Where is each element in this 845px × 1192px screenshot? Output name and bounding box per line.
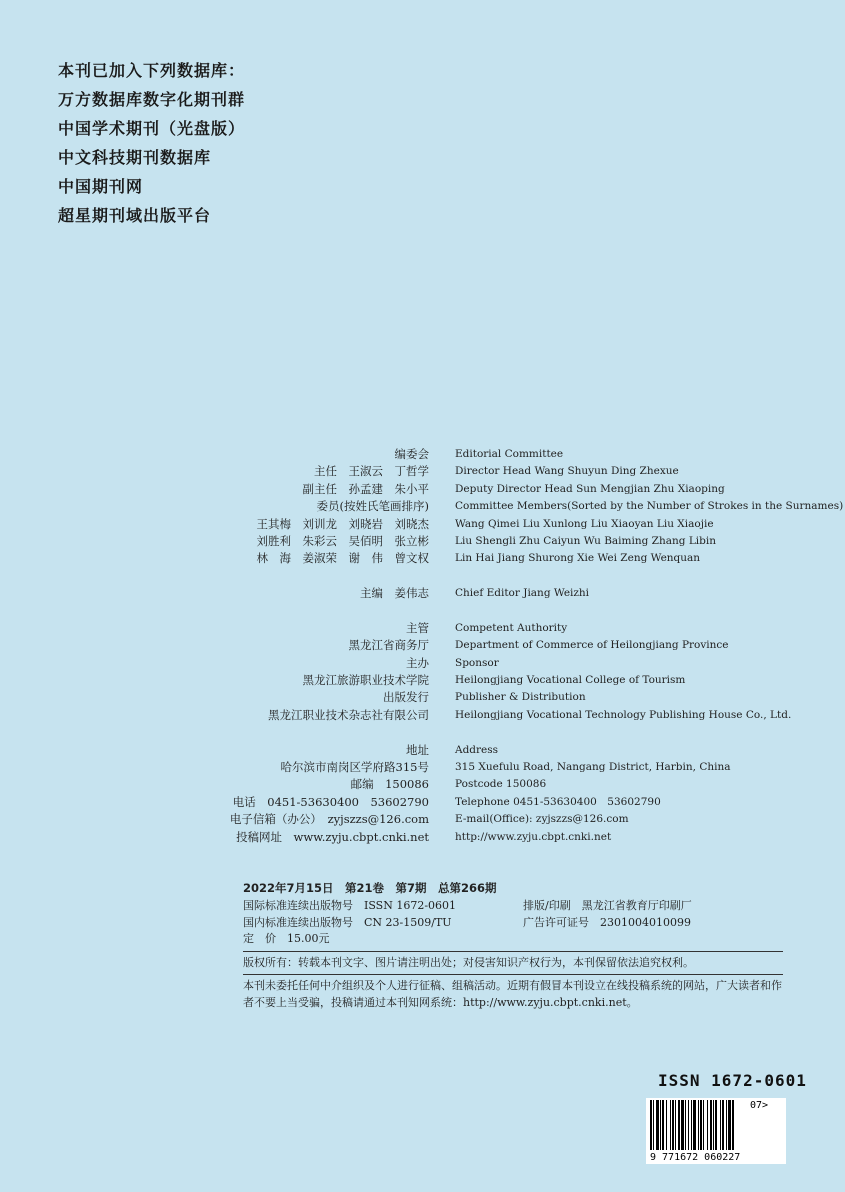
issn-barcode-label: ISSN 1672-0601 [658,1071,807,1090]
publication-info [243,878,783,1011]
barcode-digits: 9 771672 060227 [650,1152,741,1163]
barcode-bar [726,1100,727,1150]
credit-row [0,829,845,846]
credit-zh: 地址 [406,742,429,757]
barcode-bar [707,1100,708,1150]
barcode-bar [710,1100,712,1150]
credit-en: Wang Qimei Liu Xunlong Liu Xiaoyan Liu Xiaojie [455,517,714,530]
credit-zh: 哈尔滨市南岗区学府路315号 [280,760,429,775]
credit-zh: 邮编 150086 [350,777,429,792]
barcode-bar [691,1100,692,1150]
database-heading: 本刊已加入下列数据库： [58,61,246,80]
database-list [58,56,245,230]
barcode-bar [693,1100,696,1150]
database-item: 超星期刊域出版平台 [58,206,212,225]
credit-zh: 投稿网址 www.zyju.cbpt.cnki.net [236,829,429,844]
credit-zh: 王其梅 刘训龙 刘晓岩 刘晓杰 [256,516,429,531]
credit-row [0,655,845,672]
credit-zh: 委员(按姓氏笔画排序) [316,499,429,514]
credit-row [0,672,845,689]
credit-en: http://www.zyju.cbpt.cnki.net [455,830,612,843]
barcode-bar [728,1100,731,1150]
barcode-bar [681,1100,684,1150]
credit-en: Editorial Committee [455,448,564,460]
divider [243,974,783,975]
credit-row [0,776,845,793]
credit-zh: 副主任 孙孟建 朱小平 [302,481,429,496]
credit-zh: 主编 姜伟志 [360,586,429,601]
barcode-image [646,1098,786,1164]
printer-line: 排版/印刷 黑龙江省教育厅印刷厂 [523,899,692,912]
credit-en: Liu Shengli Zhu Caiyun Wu Baiming Zhang Libin [455,534,716,547]
credit-row [0,742,845,759]
credit-row [0,446,845,463]
barcode-bar [670,1100,671,1150]
barcode-bar [698,1100,699,1150]
barcode-bar [722,1100,724,1150]
barcode-bar [656,1100,659,1150]
barcode-bar [650,1100,652,1150]
credit-zh: 刘胜利 朱彩云 吴佰明 张立彬 [256,533,429,548]
barcode-bar [672,1100,674,1150]
credit-en: Lin Hai Jiang Shurong Xie Wei Zeng Wenquan [455,552,701,565]
masthead-credits [0,446,845,846]
credit-en: Postcode 150086 [455,778,547,791]
credit-zh: 主办 [406,655,429,670]
credit-row [0,707,845,724]
credit-en: Chief Editor Jiang Weizhi [455,587,590,600]
ad-license-line: 广告许可证号 2301004010099 [523,915,691,929]
credit-en: Sponsor [455,656,499,669]
issue-line: 2022年7月15日 第21卷 第7期 总第266期 [243,881,497,895]
barcode-bar [700,1100,702,1150]
barcode-bar [675,1100,676,1150]
credit-row [0,550,845,567]
database-item: 万方数据库数字化期刊群 [58,90,246,109]
credit-row [0,637,845,654]
barcode-bar [703,1100,704,1150]
credit-zh: 黑龙江旅游职业技术学院 [302,673,429,688]
barcode-bar [732,1100,734,1150]
barcode-addon: 07> [750,1100,769,1111]
copyright-notice: 版权所有：转载本刊文字、图片请注明出处；对侵害知识产权行为，本刊保留依法追究权利。 [243,955,694,969]
credit-zh: 黑龙江职业技术杂志社有限公司 [268,707,429,722]
credit-row [0,516,845,533]
fraud-notice: 本刊未委托任何中介组织及个人进行征稿、组稿活动。近期有假冒本刊设立在线投稿系统的网站，广大读者和作者不要上当受骗，投稿请通过本刊知网系统：http://www.zyju.cbpt.cnki.net。 [243,978,782,1009]
cn-line: 国内标准连续出版物号 CN 23-1509/TU [243,915,452,929]
barcode-bar [715,1100,717,1150]
credit-row [0,463,845,480]
credit-en: Publisher & Distribution [455,691,586,704]
credit-en: Department of Commerce of Heilongjiang Province [455,639,729,652]
credit-zh: 林 海 姜淑荣 谢 伟 曾文权 [256,551,429,566]
credit-en: Committee Members(Sorted by the Number of Strokes in the Surnames) [455,500,844,513]
credit-zh: 主管 [406,620,429,635]
issn-line: 国际标准连续出版物号 ISSN 1672-0601 [243,899,457,912]
barcode-bar [653,1100,654,1150]
credit-zh: 电话 0451-53630400 53602790 [232,794,429,809]
credit-row [0,620,845,637]
credit-row [0,794,845,811]
credit-en: Heilongjiang Vocational College of Tourism [455,674,686,687]
barcode-bar [685,1100,686,1150]
credit-row [0,533,845,550]
credit-zh: 电子信箱（办公） zyjszzs@126.com [229,812,429,827]
credit-row [0,585,845,602]
credit-en: Address [455,743,499,756]
database-item: 中文科技期刊数据库 [58,148,212,167]
credit-row [0,689,845,706]
credit-row [0,481,845,498]
credit-row [0,811,845,828]
database-item: 中国学术期刊（光盘版） [58,119,246,138]
barcode-bar [666,1100,667,1150]
credit-zh: 黑龙江省商务厅 [348,638,429,653]
credit-en: Heilongjiang Vocational Technology Publishing House Co., Ltd. [455,708,792,721]
price-line: 定 价 15.00元 [243,932,330,945]
database-item: 中国期刊网 [58,177,144,196]
barcode-bar [713,1100,714,1150]
divider [243,951,783,952]
credit-zh: 出版发行 [383,690,429,705]
credit-en: Telephone 0451-53630400 53602790 [455,795,661,808]
credit-en: Competent Authority [455,621,568,634]
credit-en: E-mail(Office): zyjszzs@126.com [455,813,629,826]
barcode-bar [662,1100,664,1150]
barcode-bar [660,1100,661,1150]
credit-row [0,759,845,776]
barcode-bar [688,1100,689,1150]
credit-zh: 主任 王淑云 丁哲学 [314,464,429,479]
credit-row [0,498,845,515]
credit-zh: 编委会 [394,447,429,461]
credit-en: Deputy Director Head Sun Mengjian Zhu Xiaoping [455,482,725,495]
barcode-bar [720,1100,721,1150]
credit-en: 315 Xuefulu Road, Nangang District, Harbin, China [455,761,731,774]
credit-en: Director Head Wang Shuyun Ding Zhexue [455,465,679,478]
barcode-bar [678,1100,680,1150]
